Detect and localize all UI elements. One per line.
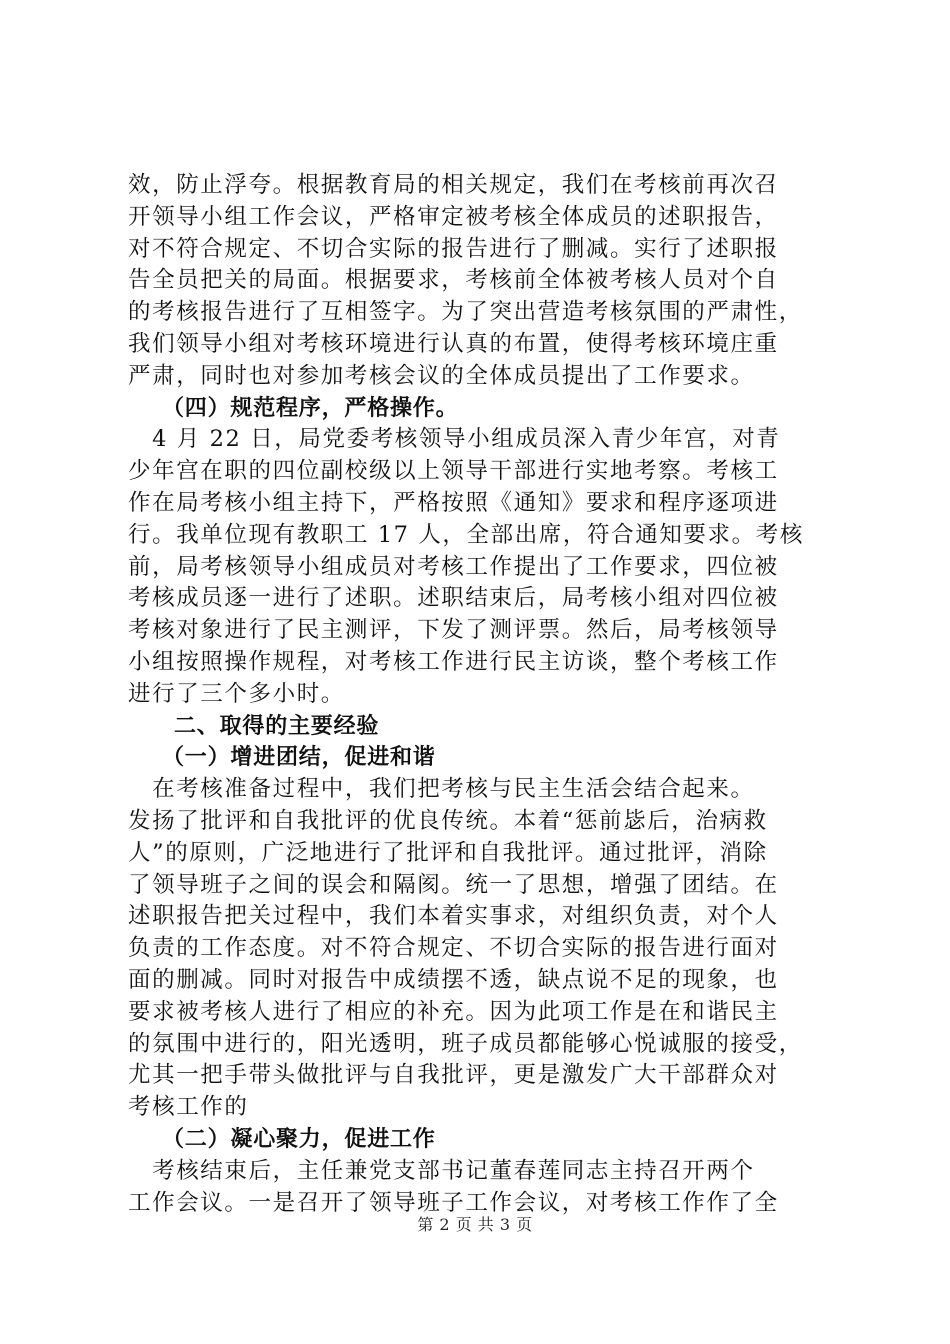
section-heading: 二、取得的主要经验 (174, 713, 380, 739)
body-paragraph (128, 424, 834, 710)
paragraph-line: 的氛围中进行的，阳光透明，班子成员都能够心悦诚服的接受， (128, 1030, 803, 1057)
paragraph-line: 前，局考核领导小组成员对考核工作提出了工作要求，四位被 (128, 553, 779, 580)
paragraph-line: 我们领导小组对考核环境进行认真的布置，使得考核环境庄重 (128, 330, 779, 357)
paragraph-line: 4 月 22 日，局党委考核领导小组成员深入青少年宫，对青 (128, 426, 781, 453)
paragraph-line: 进行了三个多小时。 (128, 680, 345, 707)
paragraph-line: 作在局考核小组主持下，严格按照《通知》要求和程序逐项进 (128, 489, 779, 516)
subsection-heading: （二）凝心聚力，促进工作 (162, 1126, 436, 1152)
paragraph-line: 严肃，同时也对参加考核会议的全体成员提出了工作要求。 (128, 362, 755, 389)
paragraph-line: 考核对象进行了民主测评，下发了测评票。然后，局考核领导 (128, 617, 779, 644)
subsection-heading: （四）规范程序，严格操作。 (162, 395, 459, 421)
paragraph-line: 考核成员逐一进行了述职。述职结束后，局考核小组对四位被 (128, 585, 779, 612)
paragraph-line: 工作会议。一是召开了领导班子工作会议，对考核工作作了全 (128, 1189, 779, 1216)
paragraph-line: 尤其一把手带头做批评与自我批评，更是激发广大干部群众对 (128, 1062, 779, 1089)
page-footer: 第 2 页 共 3 页 (417, 1215, 533, 1234)
paragraph-line: 面的删减。同时对报告中成绩摆不透，缺点说不足的现象，也 (128, 966, 779, 993)
body-paragraph (128, 1156, 834, 1220)
paragraph-line: 述职报告把关过程中，我们本着实事求，对组织负责，对个人 (128, 903, 779, 930)
paragraph-line: 的考核报告进行了互相签字。为了突出营造考核氛围的严肃性， (128, 299, 803, 326)
paragraph-line: 少年宫在职的四位副校级以上领导干部进行实地考察。考核工 (128, 458, 779, 485)
paragraph-line: 负责的工作态度。对不符合规定、不切合实际的报告进行面对 (128, 935, 779, 962)
paragraph-line: 了领导班子之间的误会和隔阂。统一了思想，增强了团结。在 (128, 871, 779, 898)
paragraph-line: 人”的原则，广泛地进行了批评和自我批评。通过批评，消除 (128, 839, 768, 866)
paragraph-line: 在考核准备过程中，我们把考核与民主生活会结合起来。 (128, 776, 755, 803)
paragraph-line: 考核工作的 (128, 1094, 249, 1121)
paragraph-line: 要求被考核人进行了相应的补充。因为此项工作是在和谐民主 (128, 998, 779, 1025)
paragraph-line: 小组按照操作规程，对考核工作进行民主访谈，整个考核工作 (128, 648, 779, 675)
document-body (128, 170, 834, 1219)
subsection-heading: （一）增进团结，促进和谐 (162, 745, 436, 771)
body-paragraph (128, 774, 834, 1124)
paragraph-line: 考核结束后，主任兼党支部书记董春莲同志主持召开两个 (128, 1157, 755, 1184)
body-paragraph (128, 170, 834, 393)
paragraph-line: 行。我单位现有教职工 17 人，全部出席，符合通知要求。考核 (128, 521, 804, 548)
paragraph-line: 对不符合规定、不切合实际的报告进行了删减。实行了述职报 (128, 235, 779, 262)
paragraph-line: 效，防止浮夸。根据教育局的相关规定，我们在考核前再次召 (128, 172, 779, 198)
paragraph-line: 开领导小组工作会议，严格审定被考核全体成员的述职报告， (128, 203, 779, 230)
paragraph-line: 发扬了批评和自我批评的优良传统。本着“惩前毖后，治病救 (128, 807, 768, 834)
paragraph-line: 告全员把关的局面。根据要求，考核前全体被考核人员对个自 (128, 267, 779, 294)
